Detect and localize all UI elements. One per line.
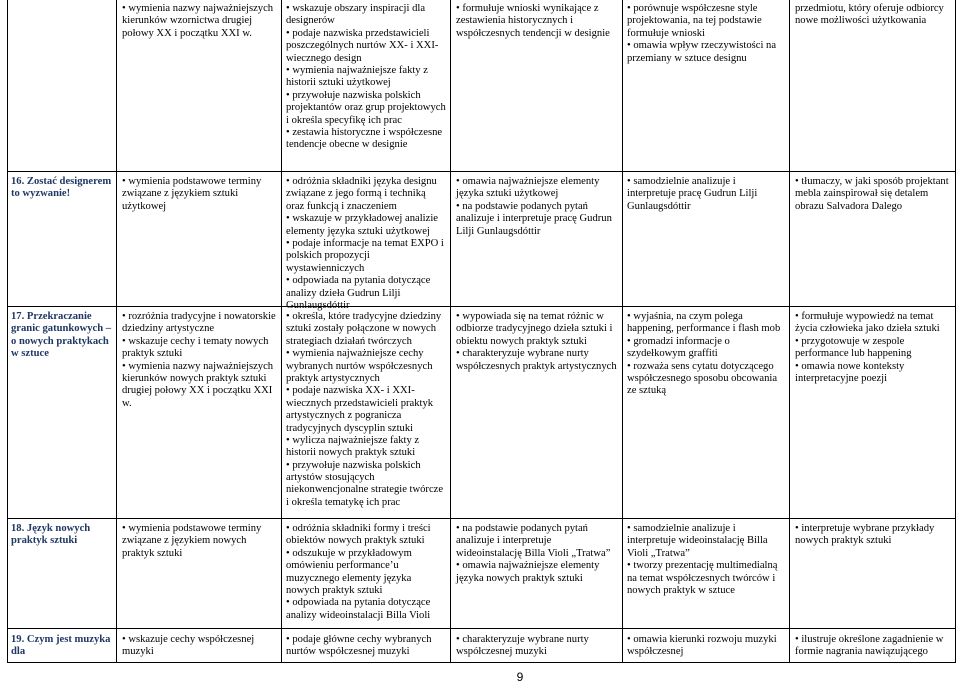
requirement-cell [627,523,785,626]
table-border [789,0,790,662]
requirement-cell [286,3,446,169]
topic-label: 19. Czym jest muzyka dla [11,634,111,658]
requirement-cell [795,523,952,626]
requirement-item: • wymienia podstawowe terminy związane z językiem sztuki użytkowej [122,176,262,212]
requirement-cell [795,3,952,169]
page-number: 9 [516,670,524,684]
requirement-item: • na podstawie podanych pytań analizuje i interpretuje wideoinstalację Billa Violi „Tratwa” [456,523,611,559]
requirement-item: • tworzy prezentację multimedialną na temat współczesnych twórców i nowych praktyk w sztuce [627,560,778,596]
requirement-item: • omawia najważniejsze elementy języka nowych praktyk sztuki [456,560,600,584]
topic-cell [11,176,113,304]
requirement-cell [286,311,446,516]
requirement-item: • podaje nazwiska przedstawicieli poszczególnych nurtów XX- i XXI-wiecznego design [286,27,439,64]
requirement-cell [286,634,446,661]
requirement-cell [795,634,952,661]
topic-cell [11,523,113,626]
requirement-item: • formułuje wnioski wynikające z zestawienia historycznych i współczesnych tendencji w designie [456,3,610,39]
table-border [622,0,623,662]
requirement-item: • odpowiada na pytania dotyczące analizy wideoinstalacji Billa Violi [286,597,431,621]
requirement-item: • ilustruje określone zagadnienie w formie nagrania nawiązującego [795,634,944,658]
requirement-cell [627,634,785,661]
topic-cell [11,311,113,516]
topic-label: 17. Przekraczanie granic gatunkowych – o nowych praktykach w sztuce [11,311,112,360]
requirement-item: • omawia kierunki rozwoju muzyki współczesnej [627,634,777,658]
requirement-cell [286,523,446,626]
requirement-item: • wymienia najważniejsze cechy wybranych nurtów współczesnych praktyk artystycznych [286,348,433,384]
requirement-item: • gromadzi informacje o szydełkowym graffiti [627,335,730,360]
requirement-item: • podaje główne cechy wybranych nurtów współczesnej muzyki [286,634,432,658]
table-border [955,0,956,662]
requirement-cell [456,3,618,169]
row-divider [7,518,956,519]
requirement-cell [795,311,952,516]
requirement-item: • na podstawie podanych pytań analizuje i interpretuje pracę Gudrun Lilji Gunlaugsdóttir [456,200,612,237]
requirement-cell [122,311,276,516]
row-divider [7,306,956,307]
table-border [116,0,117,662]
requirement-cell [456,176,618,304]
requirement-cell [122,176,276,304]
requirement-item: • przygotowuje w zespole performance lub happening [795,335,912,360]
requirement-item: • odróżnia składniki formy i treści obiektów nowych praktyk sztuki [286,523,431,547]
requirement-cell [627,176,785,304]
requirement-item: • charakteryzuje wybrane nurty współczesnej muzyki [456,634,589,658]
requirement-item: • odróżnia składniki języka designu związane z jego formą i techniką oraz funkcją i znaczeniem [286,176,437,212]
requirement-item: • odszukuje w przykładowym omówieniu performance’u muzycznego elementy języka nowych praktyk sztuki [286,547,412,596]
requirement-item: • samodzielnie analizuje i interpretuje pracę Gudrun Lilji Gunlaugsdóttir [627,176,758,212]
requirement-item: • przywołuje nazwiska polskich projektantów oraz grup projektowych i określa specyfikę ich prac [286,89,446,126]
requirement-item: przedmiotu, który oferuje odbiorcy nowe możliwości użytkowania [795,3,944,27]
requirement-cell [627,3,785,169]
row-divider [7,662,956,663]
requirement-item: • wymienia najważniejsze fakty z historii sztuki użytkowej [286,64,428,89]
requirement-cell [456,634,618,661]
requirement-item: • rozróżnia tradycyjne i nowatorskie dziedziny artystyczne [122,311,276,335]
table-border [281,0,282,662]
requirement-item: • wskazuje obszary inspiracji dla designerów [286,3,426,27]
requirement-item: • wypowiada się na temat różnic w odbiorze tradycyjnego dzieła sztuki i obiektu nowych praktyk sztuki [456,311,613,347]
requirement-item: • wskazuje cechy i tematy nowych praktyk sztuki [122,335,269,360]
requirement-cell [456,523,618,626]
requirement-item: • wylicza najważniejsze fakty z historii nowych praktyk sztuki [286,434,420,459]
row-divider [7,628,956,629]
requirement-item: • podaje nazwiska XX- i XXI-wiecznych przedstawicieli praktyk artystycznych z pogranicza tradycyjnych dyscyplin sztuki [286,385,434,434]
requirement-cell [286,176,446,311]
requirement-item: • omawia najważniejsze elementy języka sztuki użytkowej [456,176,600,200]
requirement-item: • omawia wpływ rzeczywistości na przemiany w sztuce designu [627,40,777,64]
requirement-item: • podaje informacje na temat EXPO i polskich propozycji wystawienniczych [286,237,444,274]
table-border [7,0,8,662]
requirement-item: • tłumaczy, w jaki sposób projektant mebla zainspirował się detalem obrazu Salvadora Dalego [795,176,949,212]
requirement-cell [456,311,618,516]
requirement-item: • wskazuje w przykładowej analizie elementy języka sztuki użytkowej [286,213,438,237]
topic-label: 16. Zostać designerem to wyzwanie! [11,176,112,200]
requirement-item: • wymienia nazwy najważniejszych kierunków wzornictwa drugiej połowy XX i początku XXI w. [122,3,274,39]
requirement-item: • odpowiada na pytania dotyczące analizy dzieła Gudrun Lilji Gunlaugsdóttir [286,275,431,311]
requirement-item: • zestawia historyczne i współczesne tendencje obecne w designie [286,126,443,151]
requirement-item: • formułuje wypowiedź na temat życia człowieka jako dzieła sztuki [795,311,940,335]
requirement-cell [122,3,276,169]
requirement-item: • wymienia nazwy najważniejszych kierunków nowych praktyk sztuki drugiej połowy XX i początku XXI w. [122,360,274,409]
topic-cell [11,3,113,169]
topic-label: 18. Język nowych praktyk sztuki [11,523,91,547]
requirement-item: • interpretuje wybrane przykłady nowych praktyk sztuki [795,523,935,547]
requirement-cell [795,176,952,304]
table-border [450,0,451,662]
requirement-cell [122,523,276,626]
requirement-item: • określa, które tradycyjne dziedziny sztuki zostały połączone w nowych strategiach działań twórczych [286,311,442,347]
row-divider [7,171,956,172]
requirement-item: • wskazuje cechy współczesnej muzyki [122,634,255,658]
requirement-item: • samodzielnie analizuje i interpretuje wideoinstalację Billa Violi „Tratwa” [627,523,768,559]
requirement-cell [122,634,276,661]
requirement-item: • charakteryzuje wybrane nurty współczesnych praktyk artystycznych [456,348,617,372]
requirement-item: • wyjaśnia, na czym polega happening, performance i flash mob [627,311,781,335]
requirement-item: • omawia nowe konteksty interpretacyjne poezji [795,360,905,384]
topic-cell [11,634,113,661]
requirement-item: • rozważa sens cytatu dotyczącego współczesnego sposobu obcowania ze sztuką [627,360,778,397]
requirement-cell [627,311,785,516]
requirement-item: • porównuje współczesne style projektowania, na tej podstawie formułuje wnioski [627,3,762,39]
requirement-item: • przywołuje nazwiska polskich artystów stosujących niekonwencjonalne strategie twórcze i określa tematykę ich prac [286,459,444,508]
requirement-item: • wymienia podstawowe terminy związane z językiem nowych praktyk sztuki [122,523,262,559]
